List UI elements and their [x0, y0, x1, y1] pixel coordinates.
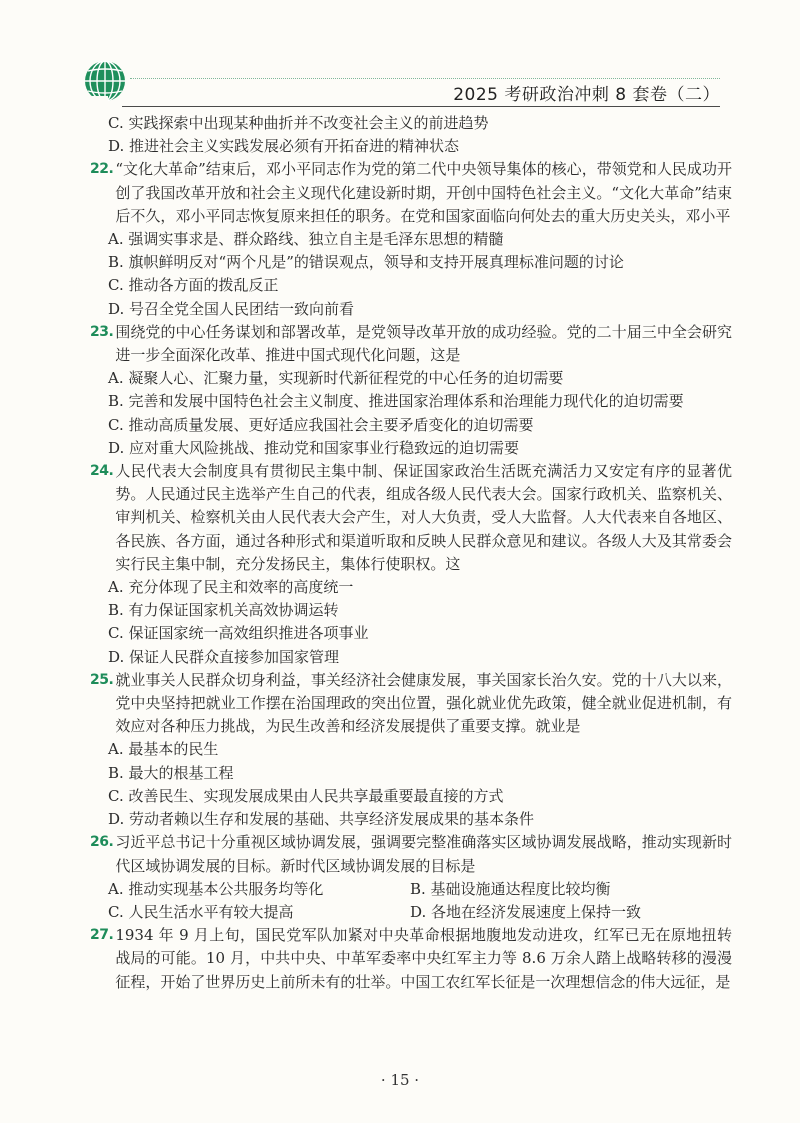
question-number: 26. [90, 834, 114, 851]
question-stem: 围绕党的中心任务谋划和部署改革，是党领导改革开放的成功经验。党的二十届三中全会研究进一步全面深化改革、推进中国式现代化问题，这是 [115, 322, 732, 365]
question-number: 24. [90, 463, 114, 480]
question-24 [90, 460, 732, 669]
question-stem: 人民代表大会制度具有贯彻民主集中制、保证国家政治生活既充满活力又安定有序的显著优势。人民通过民主选举产生自己的代表，组成各级人民代表大会。国家行政机关、监察机关、审判机关、检察机关由人民代表大会产生，对人大负责，受人大监督。人大代表来自各地区、各民族、各方面，通过各种形式和渠道听取和反映人民群众意见和建议。各级人大及其常委会实行民主集中制，充分发扬民主，集体行使职权。这 [115, 462, 732, 573]
option-d: D. 各地在经济发展速度上保持一致 [410, 902, 642, 921]
option-b: B. 有力保证国家机关高效协调运转 [108, 601, 339, 620]
question-25 [90, 669, 732, 831]
prev-option-d: D. 推进社会主义实践发展必须有开拓奋进的精神状态 [108, 137, 460, 156]
option-b: B. 完善和发展中国特色社会主义制度、推进国家治理体系和治理能力现代化的迫切需要 [108, 392, 684, 411]
option-c: C. 推动高质量发展、更好适应我国社会主要矛盾变化的迫切需要 [108, 415, 534, 434]
question-number: 22. [90, 161, 114, 178]
question-stem: 就业事关人民群众切身利益，事关经济社会健康发展，事关国家长治久安。党的十八大以来，党中央坚持把就业工作摆在治国理政的突出位置，强化就业优先政策，健全就业促进机制，有效应对各种压力挑战，为民生改善和经济发展提供了重要支撑。就业是 [115, 670, 732, 736]
question-stem: “文化大革命”结束后，邓小平同志作为党的第二代中央领导集体的核心，带领党和人民成功开创了我国改革开放和社会主义现代化建设新时期，开创中国特色社会主义。“文化大革命”结束后不久，邓小平同志恢复原来担任的职务。在党和国家面临向何处去的重大历史关头，邓小平 [115, 160, 732, 225]
option-d: D. 应对重大风险挑战、推动党和国家事业行稳致远的迫切需要 [108, 438, 520, 457]
page-number: · 15 · [380, 1071, 420, 1089]
globe-icon [82, 58, 128, 104]
option-a: A. 充分体现了民主和效率的高度统一 [108, 578, 354, 597]
option-b: B. 基础设施通达程度比较均衡 [410, 879, 611, 898]
option-b: B. 最大的根基工程 [108, 763, 234, 782]
question-26 [90, 831, 732, 924]
question-number: 23. [90, 323, 114, 340]
page-header [0, 0, 800, 110]
question-stem: 习近平总书记十分重视区域协调发展，强调要完整准确落实区域协调发展战略，推动实现新时代区域协调发展的目标。新时代区域协调发展的目标是 [115, 833, 732, 875]
option-d: D. 号召全党全国人民团结一致向前看 [108, 299, 355, 318]
question-list [90, 112, 732, 994]
option-a: A. 强调实事求是、群众路线、独立自主是毛泽东思想的精髓 [108, 230, 504, 249]
option-c: C. 人民生活水平有较大提高 [108, 902, 294, 921]
option-b: B. 旗帜鲜明反对“两个凡是”的错误观点，领导和支持开展真理标准问题的讨论 [108, 253, 624, 272]
header-title: 2025 考研政治冲刺 8 套卷（二） [453, 85, 720, 105]
option-d: D. 劳动者赖以生存和发展的基础、共享经济发展成果的基本条件 [108, 810, 535, 829]
option-c: C. 保证国家统一高效组织推进各项事业 [108, 624, 369, 643]
option-a: A. 最基本的民生 [108, 740, 219, 759]
prev-option-c: C. 实践探索中出现某种曲折并不改变社会主义的前进趋势 [108, 114, 489, 132]
option-c: C. 推动各方面的拨乱反正 [108, 276, 279, 295]
question-23 [90, 321, 732, 460]
option-a: A. 推动实现基本公共服务均等化 [108, 879, 324, 898]
question-number: 25. [90, 671, 114, 688]
header-dotted-line [130, 78, 720, 79]
header-rule [122, 106, 720, 107]
question-number: 27. [90, 927, 114, 944]
option-d: D. 保证人民群众直接参加国家管理 [108, 647, 340, 666]
option-a: A. 凝聚人心、汇聚力量，实现新时代新征程党的中心任务的迫切需要 [108, 369, 564, 388]
question-27 [90, 924, 732, 994]
question-22 [90, 158, 732, 320]
question-stem: 1934 年 9 月上旬，国民党军队加紧对中央革命根据地腹地发动进攻，红军已无在原地扭转战局的可能。10 月，中共中央、中革军委率中央红军主力等 8.6 万余人踏上战略转移的漫漫征程，开始了世界历史上前所未有的壮举。中国工农红军长征是一次理想信念的伟大远征，是 [115, 926, 732, 991]
option-c: C. 改善民生、实现发展成果由人民共享最重要最直接的方式 [108, 786, 504, 805]
